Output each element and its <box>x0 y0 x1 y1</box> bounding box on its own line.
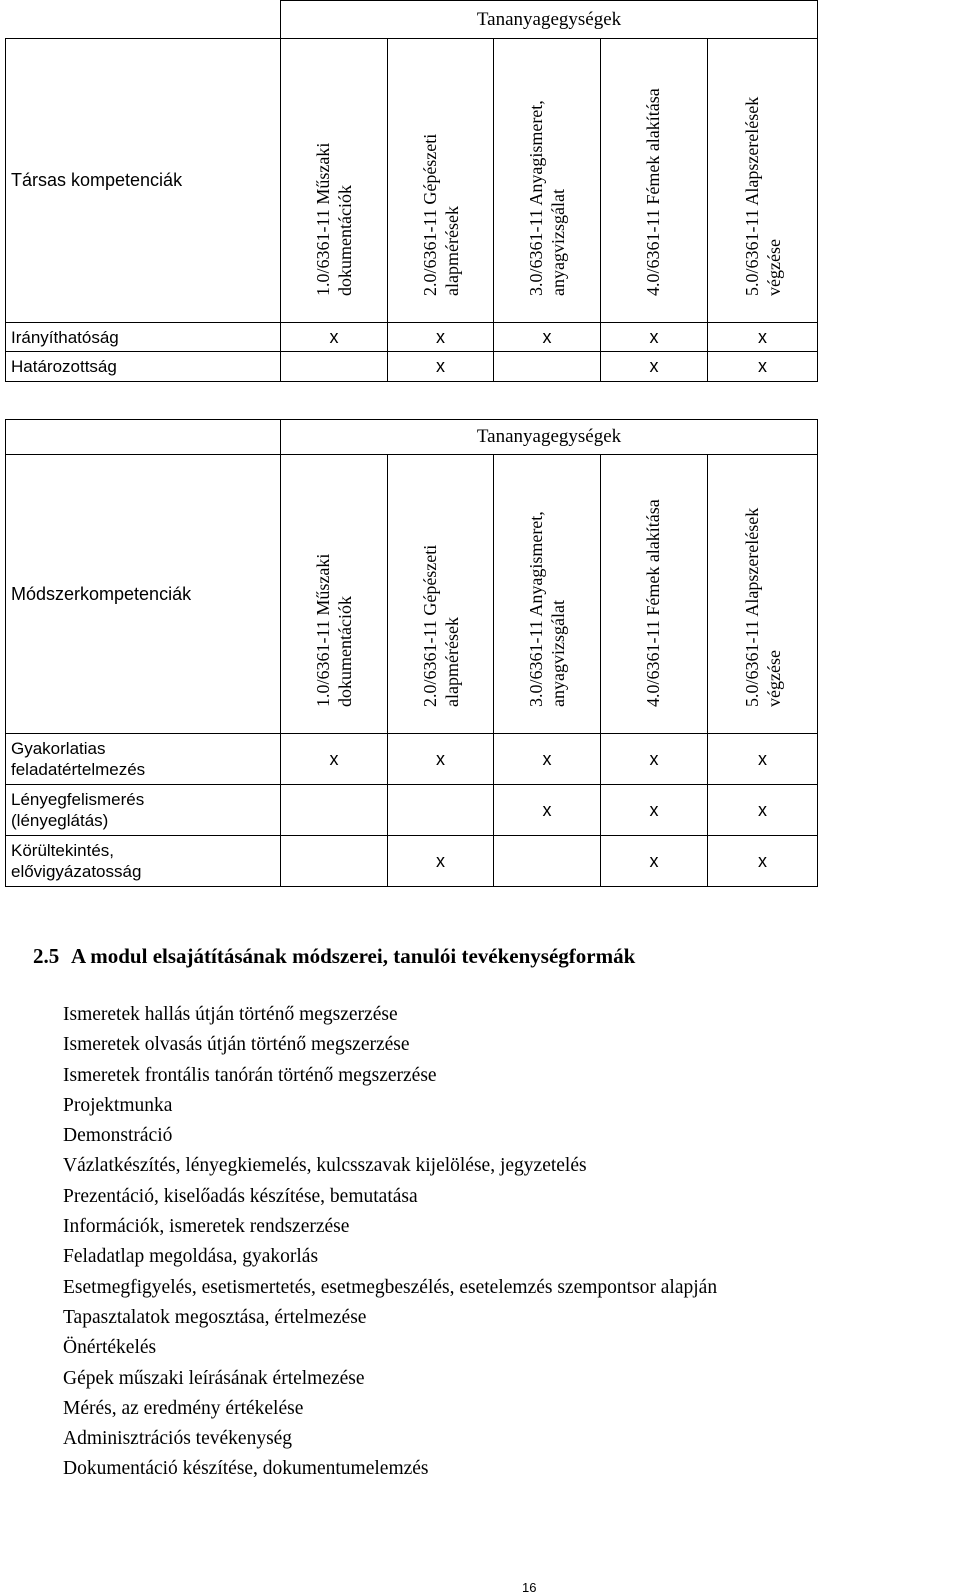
list-item: Adminisztrációs tevékenység <box>63 1428 293 1450</box>
mark-cell <box>388 785 494 836</box>
table-row <box>6 323 818 352</box>
mark-cell: x <box>388 323 494 352</box>
mark-cell: x <box>388 352 494 382</box>
list-item: Gépek műszaki leírásának értelmezése <box>63 1367 365 1389</box>
list-item: Vázlatkészítés, lényegkiemelés, kulcsszavak kijelölése, jegyzetelés <box>63 1155 587 1177</box>
mark-cell: x <box>388 734 494 785</box>
methods-list <box>63 1000 958 1485</box>
row-label: Körültekintés, elővigyázatosság <box>6 836 281 887</box>
table-row <box>6 734 818 785</box>
mark-cell: x <box>601 352 708 382</box>
mark-cell: x <box>708 323 818 352</box>
table-row <box>6 836 818 887</box>
column-header-1: 1.0/6361-11 Műszaki dokumentációk <box>281 455 388 734</box>
table-row <box>6 352 818 382</box>
mark-cell: x <box>281 734 388 785</box>
list-item: Önértékelés <box>63 1337 157 1359</box>
method-competence-table <box>5 419 818 887</box>
mark-cell: x <box>601 785 708 836</box>
list-item: Projektmunka <box>63 1094 173 1116</box>
row-label: Gyakorlatias feladatértelmezés <box>6 734 281 785</box>
list-item: Mérés, az eredmény értékelése <box>63 1397 304 1419</box>
list-item: Dokumentáció készítése, dokumentumelemzés <box>63 1458 429 1480</box>
mark-cell: x <box>601 734 708 785</box>
page-number: 16 <box>522 1580 537 1595</box>
mark-cell <box>281 785 388 836</box>
column-header-3: 3.0/6361-11 Anyagismeret, anyagvizsgálat <box>494 455 601 734</box>
list-item: Demonstráció <box>63 1125 173 1147</box>
mark-cell <box>281 352 388 382</box>
mark-cell: x <box>708 734 818 785</box>
mark-cell: x <box>494 323 601 352</box>
mark-cell: x <box>388 836 494 887</box>
column-header-2: 2.0/6361-11 Gépészeti alapmérések <box>388 39 494 323</box>
row-label: Határozottság <box>6 352 281 382</box>
list-item: Ismeretek frontális tanórán történő megszerzése <box>63 1064 437 1086</box>
mark-cell <box>494 352 601 382</box>
list-item: Ismeretek hallás útján történő megszerzése <box>63 1004 398 1025</box>
list-item: Esetmegfigyelés, esetismertetés, esetmegbeszélés, esetelemzés szempontsor alapján <box>63 1276 718 1298</box>
list-item: Tapasztalatok megosztása, értelmezése <box>63 1306 367 1328</box>
mark-cell: x <box>281 323 388 352</box>
mark-cell: x <box>708 836 818 887</box>
column-header-1: 1.0/6361-11 Műszaki dokumentációk <box>281 39 388 323</box>
competence-category: Módszerkompetenciák <box>6 455 281 734</box>
social-competence-table <box>5 0 818 382</box>
table-row <box>6 785 818 836</box>
mark-cell <box>281 836 388 887</box>
mark-cell: x <box>494 734 601 785</box>
column-header-2: 2.0/6361-11 Gépészeti alapmérések <box>388 455 494 734</box>
table-title: Tananyagegységek <box>281 1 818 39</box>
list-item: Feladatlap megoldása, gyakorlás <box>63 1246 319 1268</box>
column-header-4: 4.0/6361-11 Fémek alakítása <box>601 39 708 323</box>
section-number: 2.5 <box>33 944 60 968</box>
column-header-3: 3.0/6361-11 Anyagismeret, anyagvizsgálat <box>494 39 601 323</box>
list-item: Információk, ismeretek rendszerzése <box>63 1216 350 1238</box>
section-title: A modul elsajátításának módszerei, tanulói tevékenységformák <box>71 944 636 968</box>
mark-cell <box>494 836 601 887</box>
mark-cell: x <box>601 836 708 887</box>
column-header-5: 5.0/6361-11 Alapszerelések végzése <box>708 455 818 734</box>
row-label: Lényegfelismerés (lényeglátás) <box>6 785 281 836</box>
mark-cell: x <box>708 785 818 836</box>
mark-cell: x <box>708 352 818 382</box>
row-label: Irányíthatóság <box>6 323 281 352</box>
mark-cell: x <box>601 323 708 352</box>
section-heading <box>33 944 635 969</box>
mark-cell: x <box>494 785 601 836</box>
list-item: Ismeretek olvasás útján történő megszerzése <box>63 1034 410 1056</box>
competence-category: Társas kompetenciák <box>6 39 281 323</box>
table-title: Tananyagegységek <box>281 420 818 455</box>
list-item: Prezentáció, kiselőadás készítése, bemutatása <box>63 1185 418 1207</box>
column-header-5: 5.0/6361-11 Alapszerelések végzése <box>708 39 818 323</box>
column-header-4: 4.0/6361-11 Fémek alakítása <box>601 455 708 734</box>
